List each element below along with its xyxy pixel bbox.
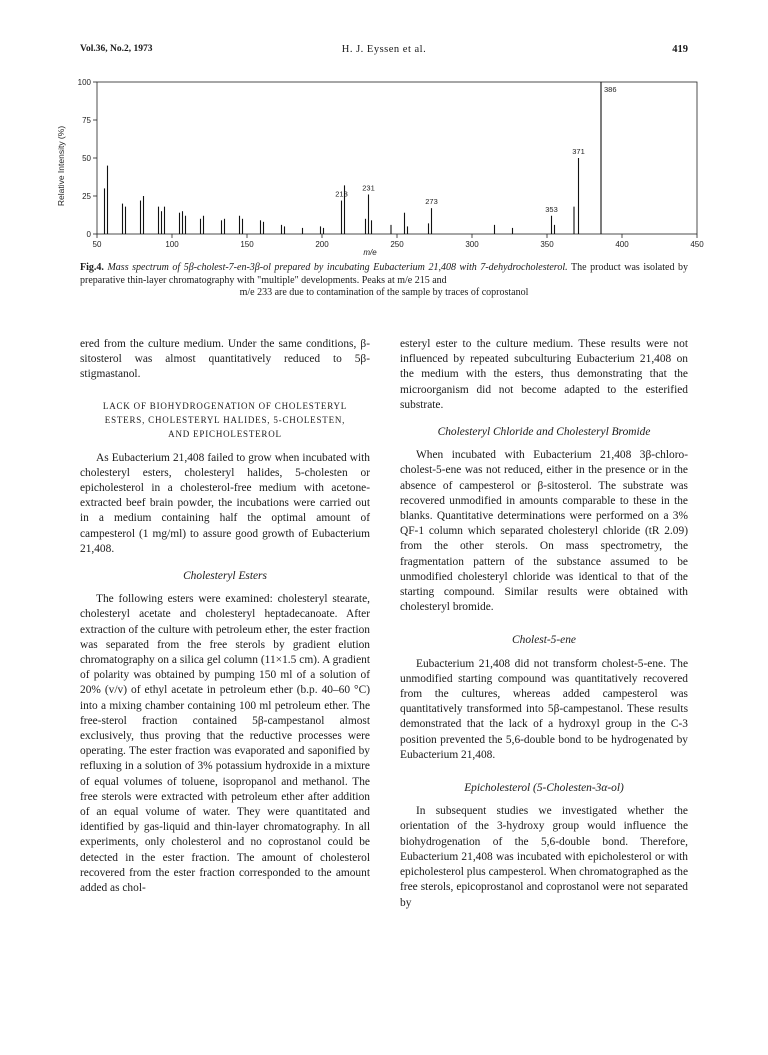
figure-caption bbox=[80, 262, 688, 300]
y-tick-label: 100 bbox=[77, 78, 91, 87]
plot-frame bbox=[97, 82, 697, 234]
paragraph: When incubated with Eubacterium 21,408 3β-chloro-cholest-5-ene was not reduced, either in the presence or in the absence of campesterol or β-sitosterol. The substrate was recovered unmodified in amounts comparable to these in the blanks. Quantitative determinations were performed on a 3% QF-1 column which separated cholesteryl chloride (tR 2.09) from the other sterols. On mass spectrometry, the fragmentation pattern of the substance assumed to be unmodified cholesteryl chloride was identical to that of the starting compound. Similar results were obtained with cholesteryl bromide. bbox=[400, 449, 688, 614]
peak-label: 273 bbox=[425, 197, 438, 207]
paragraph: Eubacterium 21,408 did not transform cholest-5-ene. The unmodified starting compound was quantitatively recovered from the cultures, whereas added campesterol was quantitatively transformed into 5β-campestanol. These results demonstrated that the lack of a hydroxyl group in the C-3 position prevented the 5,6-double bond to be hydrogenated by Eubacterium 21,408. bbox=[400, 657, 688, 761]
x-tick-label: 400 bbox=[615, 240, 629, 249]
y-tick-label: 0 bbox=[86, 230, 91, 239]
left-column bbox=[80, 337, 370, 896]
paragraph: In subsequent studies we investigated whether the orientation of the 3-hydroxy group would influence the biohydrogenation of the 5,6-double bond. Therefore, Eubacterium 21,408 was incubated with epicholesterol or with epicholesterol plus campesterol. When chromatographed as the free sterols, epicoprostanol and coprostanol were not separated by bbox=[400, 805, 688, 909]
peak-label: 371 bbox=[572, 147, 585, 156]
paragraph: As Eubacterium 21,408 failed to grow when incubated with cholesteryl esters, cholesteryl halides, 5-cholesten or epicholesterol in a cholesterol-free medium with acetone-extracted beef brain powder, the incubations were carried out in a medium containing half the optimal amount of campesterol (1 mg/ml) to assure good growth of Eubacterium 21,408. bbox=[80, 451, 370, 555]
paragraph: The following esters were examined: cholesteryl stearate, cholesteryl acetate and cholesteryl heptadecanoate. After extraction of the culture with petroleum ether, the ester fraction was separated from the free sterols by gradient elution chromatography on a silica gel column (11×1.5 cm). A gradient of polarity was obtained by pumping 150 ml of a solution of 20% (v/v) of ethyl acetate in petroleum ether (b.p. 40–60 °C) into a mixing chamber containing 100 ml petroleum ether. The free-sterol fraction contained 5β-campestanol almost exclusively, thus proving that the reductive processes were operating. The ester fraction was evaporated and saponified by refluxing in a solution of 3% potassium hydroxide in a mixture of equal volumes of toluene, isopropanol and methanol. The free sterols were extracted with petroleum ether after addition of an equal volume of water. They were quantitated and identified by gas-liquid and thin-layer chromatography. In all experiments, only cholesterol and no coprostanol could be detected in the ester fraction. The amount of cholesterol recovered from the ester fraction corresponded to the amount added as chol- bbox=[80, 593, 370, 895]
section-heading-line: AND EPICHOLESTEROL bbox=[168, 428, 282, 439]
y-tick-label: 50 bbox=[82, 154, 91, 163]
page-header bbox=[80, 44, 688, 60]
figure-caption-title: Mass spectrum of 5β-cholest-7-en-3β-ol prepared by incubating Eubacterium 21,408 with 7-dehydrocholesterol. bbox=[107, 262, 568, 273]
x-tick-label: 50 bbox=[92, 240, 102, 249]
peak-labels bbox=[335, 85, 616, 214]
x-tick-label: 350 bbox=[540, 240, 554, 249]
x-tick-label: 450 bbox=[690, 240, 704, 249]
peak-label: 213 bbox=[335, 189, 348, 199]
y-axis-label: Relative Intensity (%) bbox=[56, 125, 66, 207]
right-column bbox=[400, 337, 688, 911]
section-heading-line: ESTERS, CHOLESTERYL HALIDES, 5-CHOLESTEN, bbox=[104, 414, 346, 425]
x-tick-label: 200 bbox=[315, 240, 329, 249]
y-tick-label: 75 bbox=[82, 116, 91, 125]
section-heading-line: LACK OF BIOHYDROGENATION OF CHOLESTERYL bbox=[102, 400, 348, 411]
paragraph: ered from the culture medium. Under the same conditions, β-sitosterol was almost quantitatively reduced to 5β-stigmastanol. bbox=[80, 338, 370, 381]
peak-label: 353 bbox=[545, 204, 558, 214]
figure-label: Fig.4. bbox=[80, 262, 104, 273]
x-axis-ticks bbox=[93, 234, 705, 249]
journal-volume: Vol.36, No.2, 1973 bbox=[80, 44, 153, 54]
mass-spectrum-chart bbox=[50, 72, 710, 258]
subsection-heading: Epicholesterol (5-Cholesten-3α-ol) bbox=[464, 782, 624, 795]
y-tick-label: 25 bbox=[82, 192, 91, 201]
peak-label: 386 bbox=[604, 85, 617, 94]
spectrum-peaks bbox=[105, 82, 602, 234]
x-axis-label: m/e bbox=[363, 248, 377, 257]
x-tick-label: 300 bbox=[465, 240, 479, 249]
subsection-heading: Cholesteryl Esters bbox=[183, 570, 267, 583]
paragraph: esteryl ester to the culture medium. These results were not influenced by repeated subculturing Eubacterium 21,408 on the medium with the esters, thus demonstrating that the microorganism did not become adapted to the esterified substrate. bbox=[400, 338, 688, 411]
figure-caption-body: The product was isolated by preparative thin-layer chromatography with "multiple" developments. Peaks at m/e 215 and bbox=[80, 262, 689, 286]
chart-axes bbox=[97, 82, 697, 234]
x-tick-label: 100 bbox=[165, 240, 179, 249]
subsection-heading: Cholesteryl Chloride and Cholesteryl Bromide bbox=[437, 426, 651, 439]
page-number: 419 bbox=[672, 44, 688, 55]
y-axis-ticks bbox=[78, 78, 97, 239]
x-tick-label: 250 bbox=[390, 240, 404, 249]
figure-caption-body-end: m/e 233 are due to contamination of the sample by traces of coprostanol bbox=[239, 287, 529, 298]
running-authors: H. J. Eyssen et al. bbox=[341, 44, 427, 55]
section-heading bbox=[80, 399, 370, 441]
peak-label: 231 bbox=[362, 183, 375, 193]
x-tick-label: 150 bbox=[240, 240, 254, 249]
subsection-heading: Cholest-5-ene bbox=[512, 634, 576, 647]
